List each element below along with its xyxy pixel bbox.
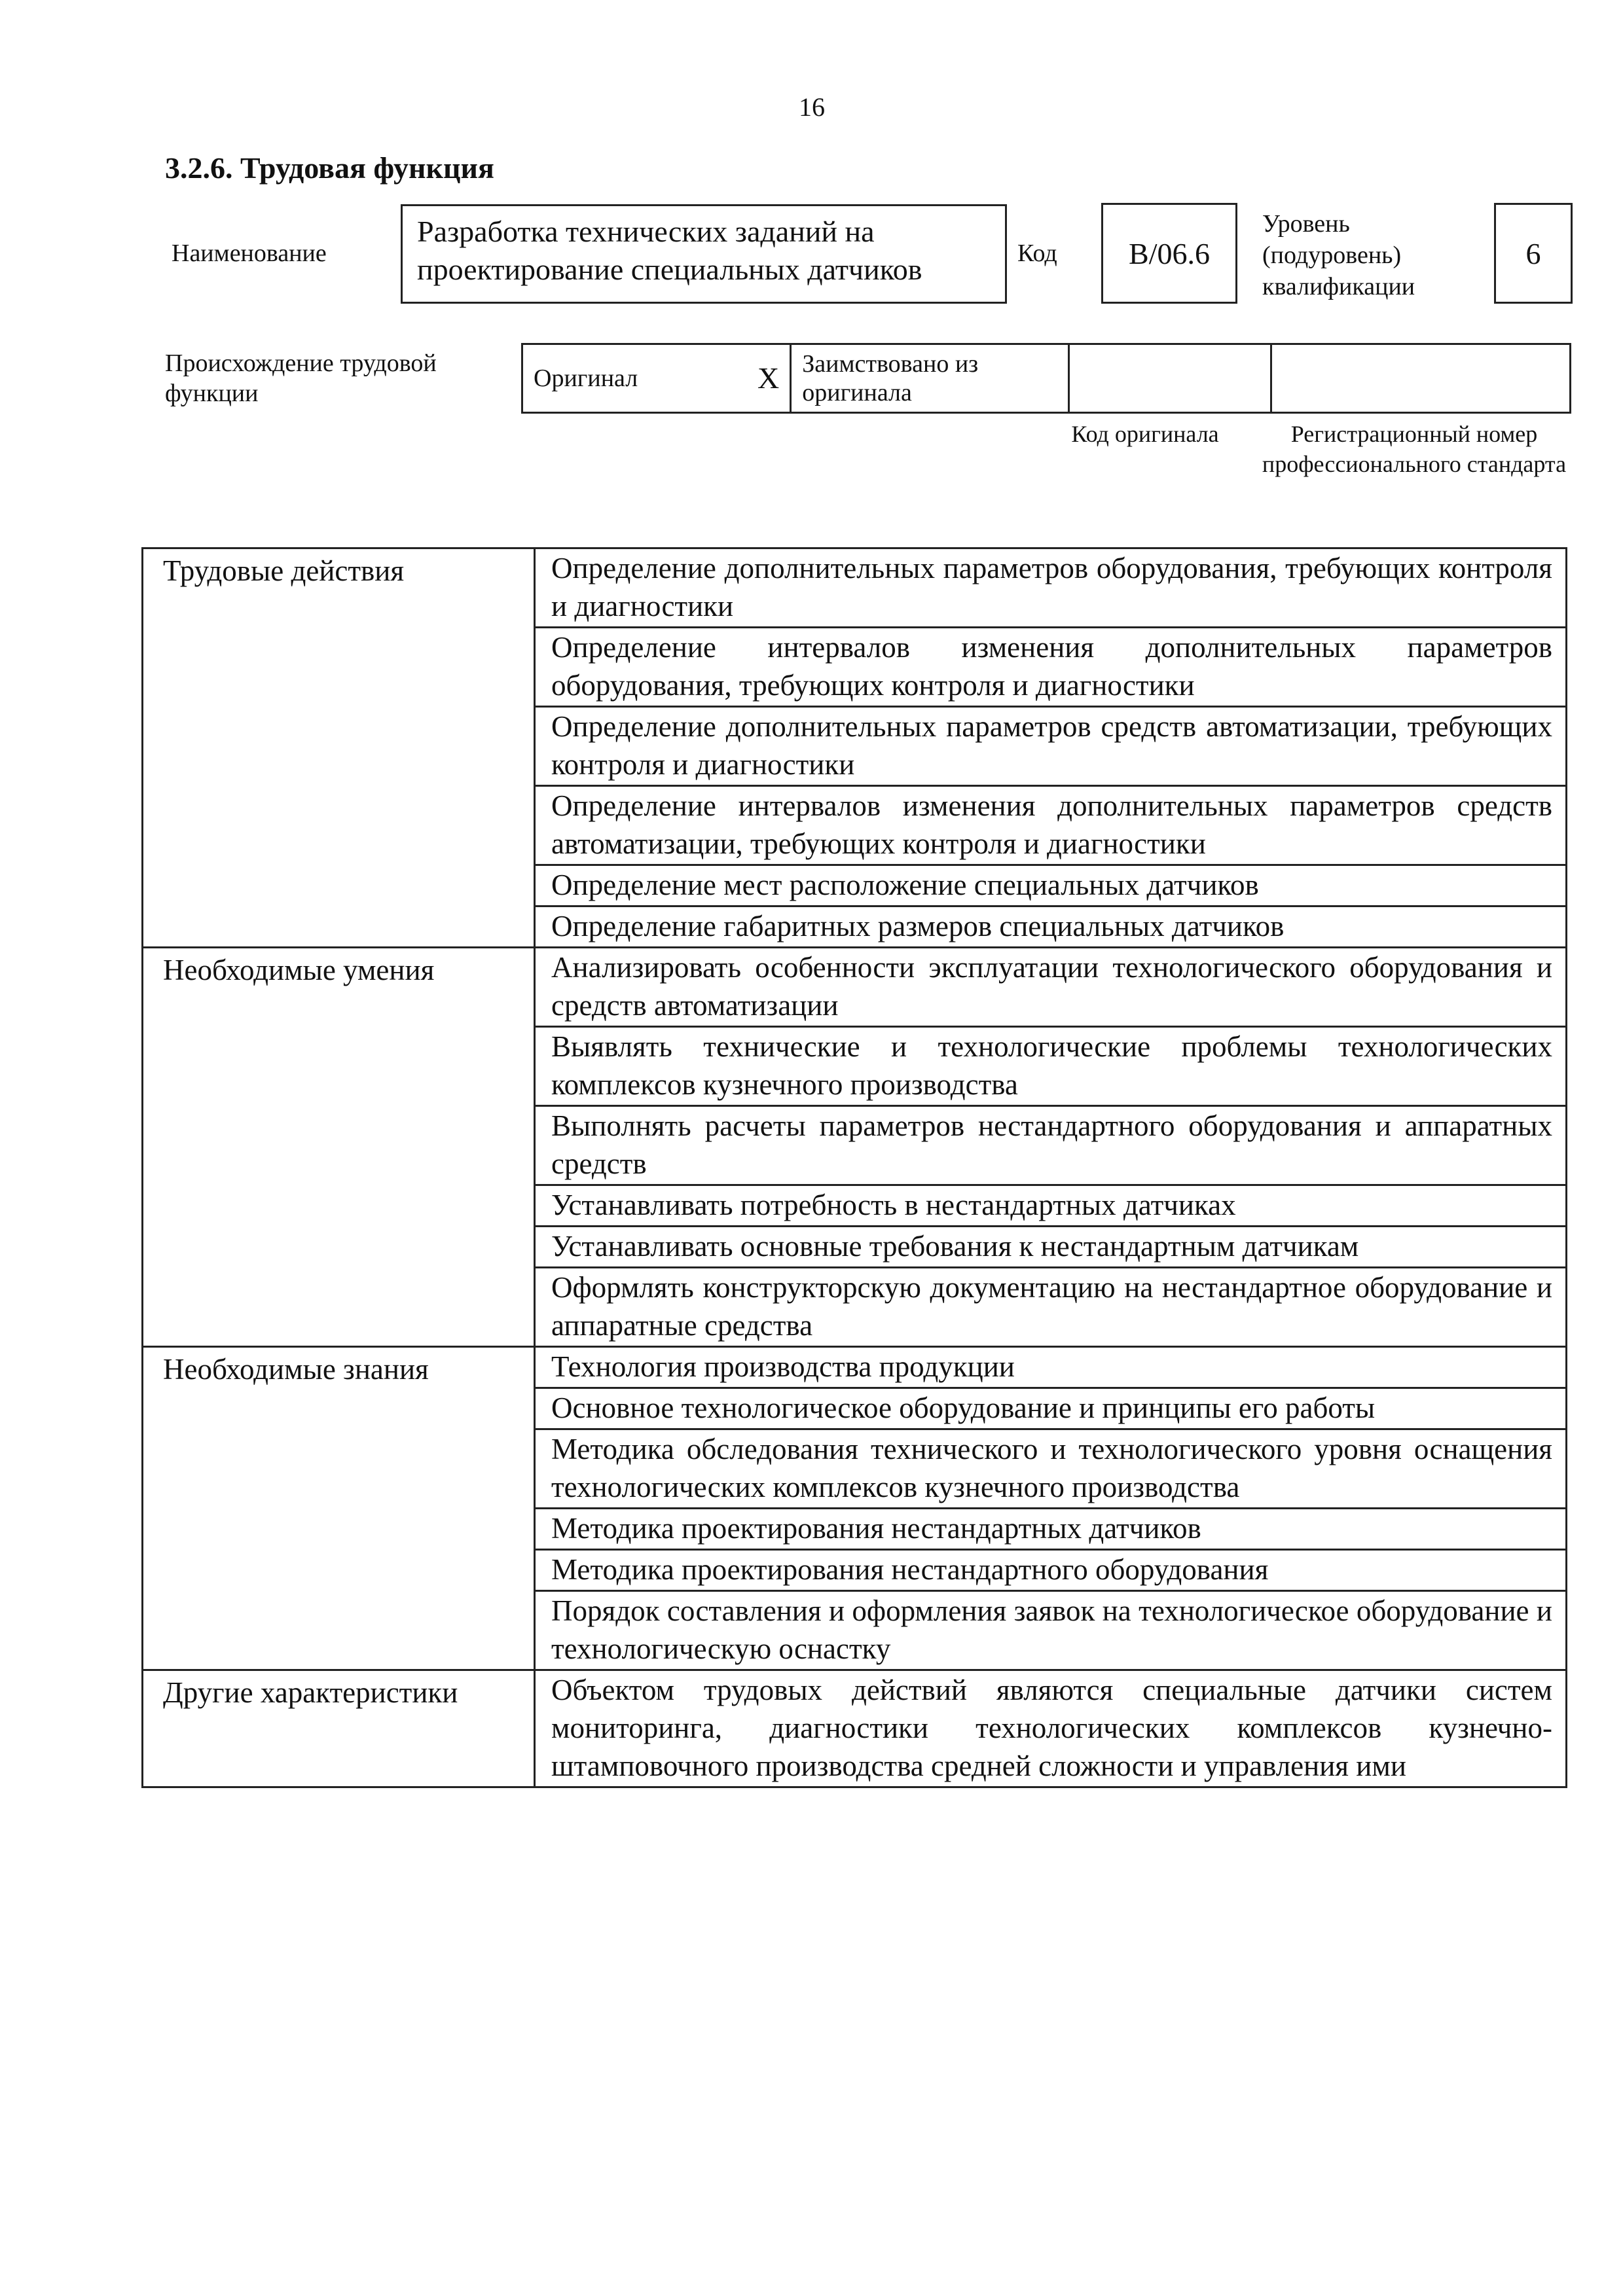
origin-table <box>521 343 1571 414</box>
required-knowledge-item: Методика проектирования нестандартного оборудования <box>535 1550 1567 1591</box>
borrowed-label: Заимствовано из оригинала <box>791 344 1069 413</box>
required-knowledge-item: Методика проектирования нестандартных датчиков <box>535 1509 1567 1550</box>
labor-actions-item: Определение интервалов изменения дополнительных параметров оборудования, требующих контроля и диагностики <box>535 628 1567 707</box>
level-label-line-1: Уровень <box>1262 210 1350 238</box>
table-row <box>143 1347 1567 1388</box>
code-original-caption: Код оригинала <box>1071 421 1219 447</box>
required-skills-item: Выполнять расчеты параметров нестандартного оборудования и аппаратных средств <box>535 1106 1567 1185</box>
level-value: 6 <box>1525 236 1541 270</box>
labor-actions-item: Определение мест расположение специальных датчиков <box>535 865 1567 906</box>
code-value: В/06.6 <box>1129 236 1210 270</box>
required-knowledge-item: Технология производства продукции <box>535 1347 1567 1388</box>
original-mark: X <box>747 344 791 413</box>
required-knowledge-item: Основное технологическое оборудование и принципы его работы <box>535 1388 1567 1429</box>
required-knowledge-category: Необходимые знания <box>143 1347 535 1670</box>
other-characteristics-category: Другие характеристики <box>143 1670 535 1787</box>
level-label-line-3: квалификации <box>1262 273 1415 300</box>
required-skills-item: Оформлять конструкторскую документацию на нестандартное оборудование и аппаратные средства <box>535 1268 1567 1347</box>
reg-number-caption: Регистрационный номер профессионального стандарта <box>1262 421 1567 477</box>
required-knowledge-item: Порядок составления и оформления заявок на технологическое оборудование и технологическую оснастку <box>535 1591 1567 1670</box>
labor-actions-item: Определение габаритных размеров специальных датчиков <box>535 906 1567 948</box>
required-skills-category: Необходимые умения <box>143 948 535 1347</box>
table-row <box>143 948 1567 1027</box>
table-row <box>143 1670 1567 1787</box>
level-label <box>1262 208 1415 302</box>
name-label: Наименование <box>172 240 327 267</box>
work-function-table <box>141 547 1567 1788</box>
code-original-cell <box>1069 344 1271 413</box>
labor-actions-category: Трудовые действия <box>143 548 535 948</box>
work-function-table-body <box>143 548 1567 1787</box>
name-value-box <box>401 204 1007 304</box>
section-title: 3.2.6. Трудовая функция <box>165 151 494 185</box>
page-number: 16 <box>799 92 825 122</box>
code-label: Код <box>1017 240 1057 267</box>
level-label-line-2: (подуровень) <box>1262 242 1402 269</box>
table-row <box>143 548 1567 628</box>
level-value-box <box>1494 203 1573 304</box>
origin-label: Происхождение трудовой функции <box>165 350 437 407</box>
original-label: Оригинал <box>522 344 748 413</box>
required-skills-item: Устанавливать потребность в нестандартных датчиках <box>535 1185 1567 1227</box>
required-skills-item: Устанавливать основные требования к нестандартным датчикам <box>535 1227 1567 1268</box>
required-knowledge-item: Методика обследования технического и технологического уровня оснащения технологических комплексов кузнечного производства <box>535 1429 1567 1509</box>
reg-number-cell <box>1271 344 1571 413</box>
required-skills-item: Выявлять технические и технологические проблемы технологических комплексов кузнечного производства <box>535 1027 1567 1106</box>
required-skills-item: Анализировать особенности эксплуатации технологического оборудования и средств автоматизации <box>535 948 1567 1027</box>
labor-actions-item: Определение дополнительных параметров средств автоматизации, требующих контроля и диагностики <box>535 707 1567 786</box>
code-value-box <box>1101 203 1237 304</box>
other-characteristics-item: Объектом трудовых действий являются специальные датчики систем мониторинга, диагностики технологических комплексов кузнечно-штамповочного производства средней сложности и управления ими <box>535 1670 1567 1787</box>
name-value: Разработка технических заданий на проектирование специальных датчиков <box>417 215 922 286</box>
labor-actions-item: Определение дополнительных параметров оборудования, требующих контроля и диагностики <box>535 548 1567 628</box>
labor-actions-item: Определение интервалов изменения дополнительных параметров средств автоматизации, требующих контроля и диагностики <box>535 786 1567 865</box>
